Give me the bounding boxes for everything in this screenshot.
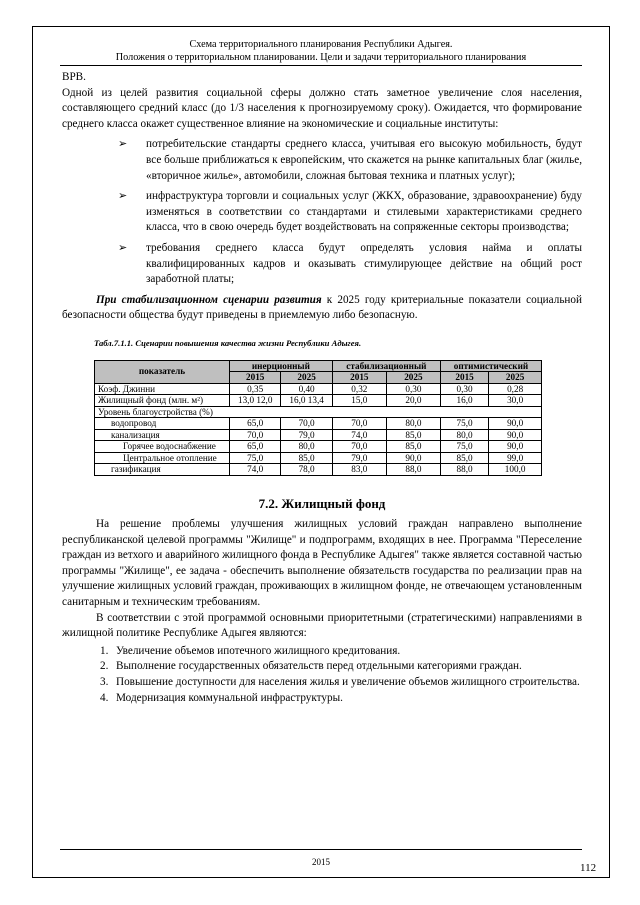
table-header-year: 2025: [386, 372, 440, 384]
table-header-indicator: показатель: [95, 360, 230, 383]
list-item: [62, 644, 582, 660]
row-label: Центральное отопление: [95, 452, 230, 464]
table-cell: 88,0: [440, 464, 488, 476]
table-cell: 20,0: [386, 395, 440, 407]
scenario-emphasis: При стабилизационном сценарии развития: [96, 293, 322, 306]
table-row: [95, 464, 542, 476]
table-cell: 65,0: [230, 441, 281, 453]
table-cell: 30,0: [489, 395, 542, 407]
paragraph-scenario: [62, 293, 582, 324]
row-label: водопровод: [95, 418, 230, 430]
table-cell: 79,0: [332, 452, 386, 464]
table-cell: 100,0: [489, 464, 542, 476]
priority-list: [62, 644, 582, 706]
table-cell: 85,0: [440, 452, 488, 464]
scenario-table: [94, 360, 542, 476]
table-cell: 74,0: [332, 429, 386, 441]
table-header-year: 2025: [489, 372, 542, 384]
table-cell: 70,0: [332, 441, 386, 453]
header-line-1: Схема территориального планирования Республики Адыгея.: [189, 39, 453, 50]
row-label: Горячее водоснабжение: [95, 441, 230, 453]
footer-year: 2015: [312, 857, 330, 867]
table-cell: 0,35: [230, 383, 281, 395]
table-cell: 0,28: [489, 383, 542, 395]
row-label: канализация: [95, 429, 230, 441]
table-cell: 75,0: [440, 418, 488, 430]
footer-divider: [60, 849, 582, 850]
table-cell: 0,30: [440, 383, 488, 395]
table-cell: 0,40: [281, 383, 332, 395]
table-caption: Табл.7.1.1. Сценарии повышения качества жизни Республики Адыгея.: [94, 337, 362, 348]
list-item: [62, 659, 582, 675]
table-cell: 88,0: [386, 464, 440, 476]
table-row: [95, 452, 542, 464]
bullet-item-2: [62, 189, 582, 236]
section-paragraph-2: В соответствии с этой программой основными приоритетными (стратегическими) направлениями в жилищной политике Республике Адыгея являются:: [62, 611, 582, 640]
table-header-group: оптимистический: [440, 360, 541, 372]
list-number: 3.: [100, 676, 109, 689]
row-label: Жилищный фонд (млн. м²): [95, 395, 230, 407]
table-cell: 70,0: [230, 429, 281, 441]
main-content: [62, 70, 582, 706]
table-header-year: 2025: [281, 372, 332, 384]
table-cell: 85,0: [281, 452, 332, 464]
table-cell: 13,0 12,0: [230, 395, 281, 407]
list-item: [62, 691, 582, 707]
table-cell: 85,0: [386, 429, 440, 441]
table-cell: 75,0: [230, 452, 281, 464]
list-number: 4.: [100, 691, 109, 704]
table-row: [95, 429, 542, 441]
table-cell: 83,0: [332, 464, 386, 476]
table-cell: 0,32: [332, 383, 386, 395]
page-header: [32, 38, 610, 64]
bullet-text: потребительские стандарты среднего класса, учитывая его высокую мобильность, будут все больше приближаться к европейским, что скажется на рынке капитальных благ (жилье, «вторичное жилье», автомобили, сложная бытовая техника и платных услуг);: [146, 138, 582, 182]
scenario-text: к 2025 году критериальные показатели социальной безопасности общества будут приведены в приемлемую либо безопасную.: [62, 293, 582, 322]
table-cell: 90,0: [489, 441, 542, 453]
table-cell: 99,0: [489, 452, 542, 464]
table-cell: 16,0 13,4: [281, 395, 332, 407]
bullet-text: инфраструктура торговли и социальных услуг (ЖКХ, образование, здравоохранение) буду изменяться в соответствии со стандартами и стилевыми характеристиками среднего класса, что в свою очередь будет воздействовать на сопряженные секторы производства;: [146, 190, 582, 234]
table-cell: 90,0: [489, 418, 542, 430]
paragraph-intro: Одной из целей развития социальной сферы должно стать заметное увеличение слоя населения, составляющего средний класс (до 1/3 населения к прогнозируемому сроку). Ожидается, что формирование среднего класса окажет существенное влияние на экономические и социальные институты:: [62, 86, 582, 130]
list-number: 1.: [100, 644, 109, 657]
table-row: [95, 418, 542, 430]
table-row: [95, 441, 542, 453]
table-cell: 78,0: [281, 464, 332, 476]
table-cell: 0,30: [386, 383, 440, 395]
table-header-year: 2015: [230, 372, 281, 384]
table-cell: 80,0: [440, 429, 488, 441]
list-text: Повышение доступности для населения жилья и увеличение объемов жилищного строительства.: [116, 676, 580, 689]
list-number: 2.: [100, 660, 109, 673]
table-header-group: инерционный: [230, 360, 333, 372]
table-header-group: стабилизационный: [332, 360, 440, 372]
table-cell: 75,0: [440, 441, 488, 453]
section-paragraph-1: На решение проблемы улучшения жилищных условий граждан направлено выполнение республиканской целевой программы "Жилище" и подпрограмм, входящих в нее. Программа "Переселение граждан из ветхого и аварийного жилищного фонда в Республике Адыгея" также является составной частью программы "Жилище", ее задача - обеспечить выполнение обязательств государства по реализации прав на улучшение жилищных условий граждан, проживающих в жилищном фонде, не отвечающем установленным санитарным и техническим требованиям.: [62, 518, 582, 609]
header-line-2: Положения о территориальном планировании. Цели и задачи территориального планирования: [115, 52, 527, 63]
table-cell: 80,0: [386, 418, 440, 430]
arrow-bullet-icon: ➢: [118, 241, 128, 254]
page-number: 112: [580, 862, 597, 874]
bullet-item-3: [62, 241, 582, 288]
table-cell: 90,0: [386, 452, 440, 464]
row-label: газификация: [95, 464, 230, 476]
table-cell: 79,0: [281, 429, 332, 441]
section-title: 7.2. Жилищный фонд: [258, 495, 386, 511]
table-row: [95, 406, 542, 418]
table-cell: 74,0: [230, 464, 281, 476]
table-cell: 85,0: [386, 441, 440, 453]
table-cell: 16,0: [440, 395, 488, 407]
bullet-item-1: [62, 137, 582, 184]
header-divider: [60, 65, 582, 66]
list-text: Увеличение объемов ипотечного жилищного кредитования.: [116, 644, 401, 657]
table-cell: 70,0: [332, 418, 386, 430]
list-text: Выполнение государственных обязательств перед отдельными категориями граждан.: [116, 660, 522, 673]
list-text: Модернизация коммунальной инфраструктуры.: [116, 691, 343, 704]
table-header-year: 2015: [440, 372, 488, 384]
row-label: Уровень благоустройства (%): [95, 406, 542, 418]
table-cell: 90,0: [489, 429, 542, 441]
bullet-text: требования среднего класса будут определять условия найма и оплаты квалифицированных кадров и оказывать стимулирующее действие на общий рост заработной платы;: [146, 241, 582, 286]
list-item: [62, 675, 582, 691]
table-cell: 70,0: [281, 418, 332, 430]
arrow-bullet-icon: ➢: [118, 190, 128, 203]
row-label: Коэф. Джинни: [95, 383, 230, 395]
table-row: [95, 383, 542, 395]
arrow-bullet-icon: ➢: [118, 138, 128, 151]
paragraph-vrv: ВРВ.: [62, 71, 86, 83]
table-header-year: 2015: [332, 372, 386, 384]
table-row: [95, 395, 542, 407]
table-cell: 65,0: [230, 418, 281, 430]
table-cell: 15,0: [332, 395, 386, 407]
table-cell: 80,0: [281, 441, 332, 453]
